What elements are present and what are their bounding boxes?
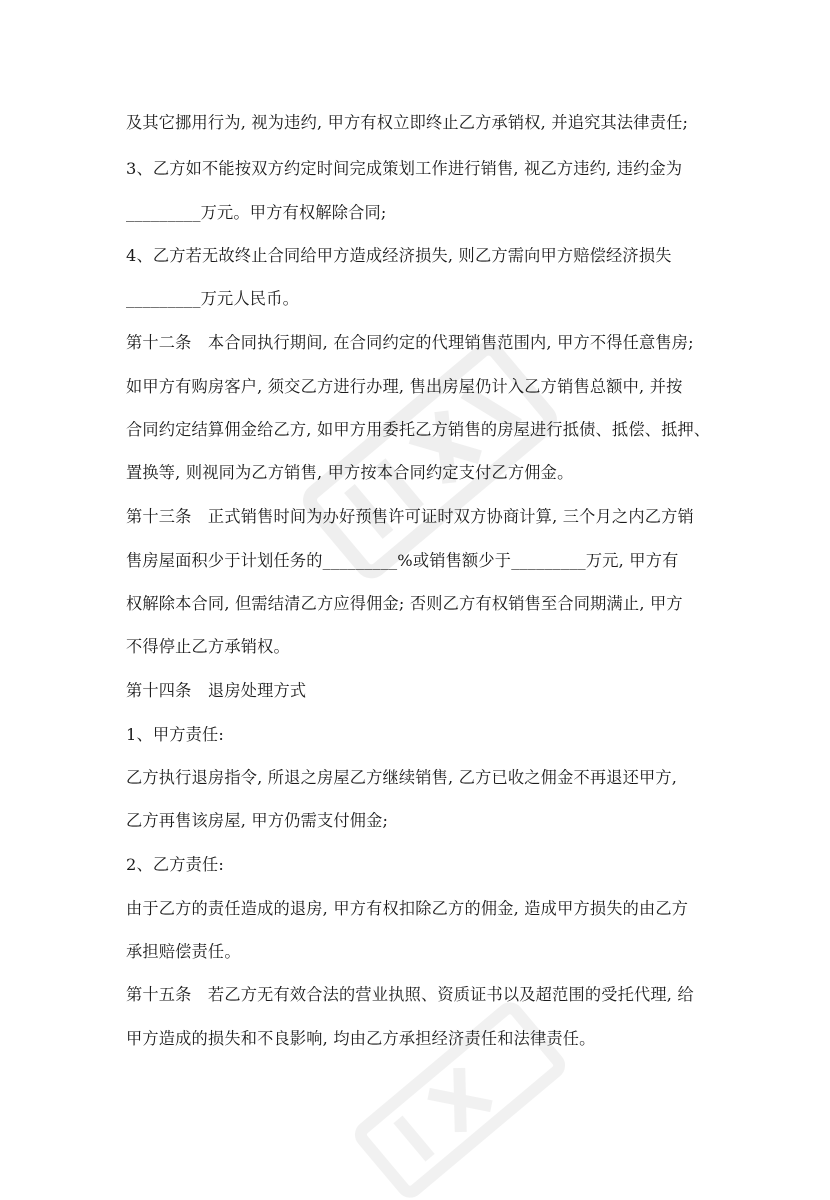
text-line-15: 1、甲方责任: bbox=[126, 725, 225, 744]
text-line-19: 由于乙方的责任造成的退房, 甲方有权扣除乙方的佣金, 造成甲方损失的由乙方 bbox=[126, 899, 689, 918]
text-line-11: 售房屋面积少于计划任务的_________%或销售额少于_________万元, 甲方有 bbox=[126, 551, 679, 570]
text-line-7: 如甲方有购房客户, 须交乙方进行办理, 售出房屋仍计入乙方销售总额中, 并按 bbox=[126, 377, 683, 396]
text-line-20: 承担赔偿责任。 bbox=[126, 942, 241, 961]
text-line-9: 置换等, 则视同为乙方销售, 甲方按本合同约定支付乙方佣金。 bbox=[126, 463, 574, 482]
text-line-1: 及其它挪用行为, 视为违约, 甲方有权立即终止乙方承销权, 并追究其法律责任; bbox=[126, 113, 689, 132]
text-line-4: 4、乙方若无故终止合同给甲方造成经济损失, 则乙方需向甲方赔偿经济损失 bbox=[126, 246, 672, 265]
text-line-16: 乙方执行退房指令, 所退之房屋乙方继续销售, 乙方已收之佣金不再退还甲方, bbox=[126, 768, 678, 787]
text-line-22: 甲方造成的损失和不良影响, 均由乙方承担经济责任和法律责任。 bbox=[126, 1029, 596, 1048]
text-line-5: _________万元人民币。 bbox=[126, 289, 299, 308]
text-line-12: 权解除本合同, 但需结清乙方应得佣金; 否则乙方有权销售至合同期满止, 甲方 bbox=[126, 594, 683, 613]
text-line-3: _________万元。甲方有权解除合同; bbox=[126, 203, 387, 222]
text-line-13: 不得停止乙方承销权。 bbox=[126, 637, 290, 656]
text-line-10: 第十三条 正式销售时间为办好预售许可证时双方协商计算, 三个月之内乙方销 bbox=[126, 507, 694, 526]
text-line-2: 3、乙方如不能按双方约定时间完成策划工作进行销售, 视乙方违约, 违约金为 bbox=[126, 159, 683, 178]
text-line-14: 第十四条 退房处理方式 bbox=[126, 681, 307, 700]
text-line-21: 第十五条 若乙方无有效合法的营业执照、资质证书以及超范围的受托代理, 给 bbox=[126, 985, 694, 1004]
text-line-17: 乙方再售该房屋, 甲方仍需支付佣金; bbox=[126, 811, 389, 830]
text-line-18: 2、乙方责任: bbox=[126, 855, 225, 874]
text-line-8: 合同约定结算佣金给乙方, 如甲方用委托乙方销售的房屋进行抵债、抵偿、抵押、 bbox=[126, 420, 711, 439]
text-line-6: 第十二条 本合同执行期间, 在合同约定的代理销售范围内, 甲方不得任意售房; bbox=[126, 333, 694, 352]
